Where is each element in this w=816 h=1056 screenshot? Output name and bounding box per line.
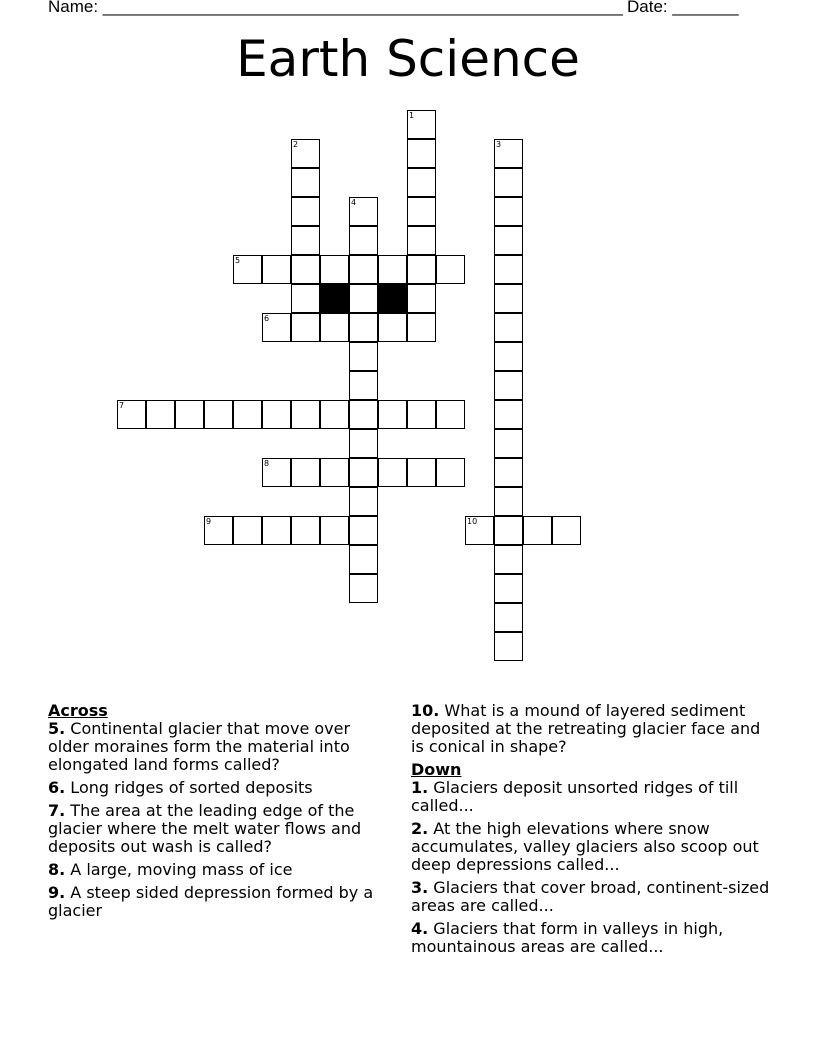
crossword-cell[interactable]: [494, 139, 523, 168]
cell-number: 8: [264, 459, 270, 468]
crossword-cell[interactable]: [291, 168, 320, 197]
crossword-cell[interactable]: [320, 255, 349, 284]
clue-number: 9.: [48, 883, 66, 902]
crossword-cell[interactable]: [262, 400, 291, 429]
crossword-cell[interactable]: [262, 313, 291, 342]
crossword-cell[interactable]: [494, 632, 523, 661]
crossword-cell[interactable]: [349, 545, 378, 574]
crossword-cell[interactable]: [291, 458, 320, 487]
clue-down-4: [411, 920, 771, 956]
crossword-cell[interactable]: [436, 255, 465, 284]
clue-number: 6.: [48, 778, 66, 797]
clue-number: 2.: [411, 819, 429, 838]
name-label: Name:: [48, 0, 103, 16]
crossword-cell[interactable]: [320, 400, 349, 429]
crossword-cell[interactable]: [378, 400, 407, 429]
crossword-cell[interactable]: [494, 226, 523, 255]
cell-number: 10: [467, 517, 478, 526]
crossword-cell[interactable]: [407, 400, 436, 429]
clue-text: Long ridges of sorted deposits: [65, 778, 313, 797]
crossword-cell[interactable]: [494, 197, 523, 226]
crossword-cell[interactable]: [291, 226, 320, 255]
clue-text: Glaciers that form in valleys in high, mountainous areas are called...: [411, 919, 724, 956]
crossword-cell[interactable]: [349, 371, 378, 400]
cell-number: 3: [496, 140, 502, 149]
crossword-cell[interactable]: [291, 284, 320, 313]
cell-number: 4: [351, 198, 357, 207]
cell-number: 5: [235, 256, 241, 265]
crossword-cell[interactable]: [349, 226, 378, 255]
crossword-cell[interactable]: [494, 516, 523, 545]
crossword-cell[interactable]: [465, 516, 494, 545]
crossword-cell[interactable]: [494, 284, 523, 313]
clue-text: A large, moving mass of ice: [65, 860, 293, 879]
crossword-cell[interactable]: [320, 313, 349, 342]
crossword-cell[interactable]: [233, 400, 262, 429]
crossword-cell[interactable]: [523, 516, 552, 545]
cell-number: 6: [264, 314, 270, 323]
crossword-cell[interactable]: [291, 255, 320, 284]
clue-down-2: [411, 820, 771, 874]
clue-across-5: [48, 720, 393, 774]
crossword-cell[interactable]: [494, 603, 523, 632]
crossword-cell[interactable]: [349, 516, 378, 545]
crossword-cell[interactable]: [320, 458, 349, 487]
crossword-cell[interactable]: [494, 255, 523, 284]
crossword-cell[interactable]: [494, 487, 523, 516]
crossword-cell[interactable]: [233, 255, 262, 284]
clue-number: 7.: [48, 801, 66, 820]
clue-across-6: [48, 779, 393, 797]
page-title: Earth Science: [236, 30, 580, 88]
clue-number: 10.: [411, 701, 440, 720]
crossword-cell[interactable]: [349, 255, 378, 284]
down-heading: Down: [411, 760, 462, 779]
crossword-cell[interactable]: [320, 516, 349, 545]
clue-across-10: [411, 702, 771, 756]
crossword-cell[interactable]: [494, 545, 523, 574]
clue-text: A steep sided depression formed by a glacier: [48, 883, 374, 920]
crossword-cell[interactable]: [378, 313, 407, 342]
crossword-cell[interactable]: [233, 516, 262, 545]
crossword-cell[interactable]: [291, 516, 320, 545]
crossword-cell[interactable]: [378, 255, 407, 284]
blocked-cell: [320, 284, 349, 313]
clue-text: Glaciers that cover broad, continent-sized areas are called...: [411, 878, 770, 915]
crossword-cell[interactable]: [494, 313, 523, 342]
name-line[interactable]: _______________________________________________________: [102, 0, 623, 16]
clue-number: 3.: [411, 878, 429, 897]
crossword-cell[interactable]: [349, 342, 378, 371]
crossword-cell[interactable]: [349, 313, 378, 342]
crossword-cell[interactable]: [146, 400, 175, 429]
crossword-cell[interactable]: [407, 313, 436, 342]
crossword-cell[interactable]: [407, 458, 436, 487]
crossword-cell[interactable]: [407, 255, 436, 284]
crossword-cell[interactable]: [262, 516, 291, 545]
crossword-cell[interactable]: [407, 168, 436, 197]
clue-down-1: [411, 779, 771, 815]
clue-number: 8.: [48, 860, 66, 879]
crossword-cell[interactable]: [494, 400, 523, 429]
clue-down-3: [411, 879, 771, 915]
crossword-cell[interactable]: [117, 400, 146, 429]
crossword-cell[interactable]: [436, 400, 465, 429]
clue-text: What is a mound of layered sediment deposited at the retreating glacier face and is conical in shape?: [411, 701, 761, 756]
cell-number: 2: [293, 140, 299, 149]
clue-across-9: [48, 884, 393, 920]
crossword-cell[interactable]: [262, 458, 291, 487]
clue-number: 5.: [48, 719, 66, 738]
cell-number: 1: [409, 111, 415, 120]
crossword-cell[interactable]: [204, 516, 233, 545]
cell-number: 7: [119, 401, 125, 410]
crossword-cell[interactable]: [349, 574, 378, 603]
clue-text: Continental glacier that move over older moraines form the material into elongated land forms called?: [48, 719, 351, 774]
crossword-cell[interactable]: [407, 197, 436, 226]
clue-text: The area at the leading edge of the glacier where the melt water flows and deposits out wash is called?: [48, 801, 362, 856]
crossword-cell[interactable]: [494, 458, 523, 487]
crossword-cell[interactable]: [407, 226, 436, 255]
crossword-cell[interactable]: [494, 574, 523, 603]
crossword-cell[interactable]: [349, 197, 378, 226]
crossword-cell[interactable]: [349, 284, 378, 313]
clue-number: 4.: [411, 919, 429, 938]
crossword-cell[interactable]: [291, 139, 320, 168]
crossword-cell[interactable]: [378, 458, 407, 487]
crossword-cell[interactable]: [349, 429, 378, 458]
clues-right-column: [411, 702, 771, 961]
crossword-cell[interactable]: [552, 516, 581, 545]
crossword-cell[interactable]: [436, 458, 465, 487]
crossword-cell[interactable]: [291, 400, 320, 429]
crossword-cell[interactable]: [494, 429, 523, 458]
clue-across-7: [48, 802, 393, 856]
crossword-cell[interactable]: [494, 342, 523, 371]
clues-left-column: [48, 702, 393, 925]
crossword-cell[interactable]: [407, 110, 436, 139]
crossword-cell[interactable]: [175, 400, 204, 429]
clue-across-8: [48, 861, 393, 879]
blocked-cell: [378, 284, 407, 313]
crossword-cell[interactable]: [291, 313, 320, 342]
crossword-cell[interactable]: [494, 168, 523, 197]
date-label: Date:: [627, 0, 673, 16]
crossword-cell[interactable]: [407, 284, 436, 313]
across-heading: Across: [48, 701, 108, 720]
crossword-cell[interactable]: [407, 139, 436, 168]
crossword-cell[interactable]: [291, 197, 320, 226]
crossword-cell[interactable]: [262, 255, 291, 284]
cell-number: 9: [206, 517, 212, 526]
crossword-cell[interactable]: [204, 400, 233, 429]
clue-text: Glaciers deposit unsorted ridges of till called...: [411, 778, 739, 815]
date-line[interactable]: _______: [672, 0, 739, 16]
crossword-cell[interactable]: [349, 487, 378, 516]
clue-text: At the high elevations where snow accumulates, valley glaciers also scoop out deep depressions called...: [411, 819, 759, 874]
crossword-cell[interactable]: [349, 400, 378, 429]
crossword-cell[interactable]: [494, 371, 523, 400]
clue-number: 1.: [411, 778, 429, 797]
crossword-cell[interactable]: [349, 458, 378, 487]
